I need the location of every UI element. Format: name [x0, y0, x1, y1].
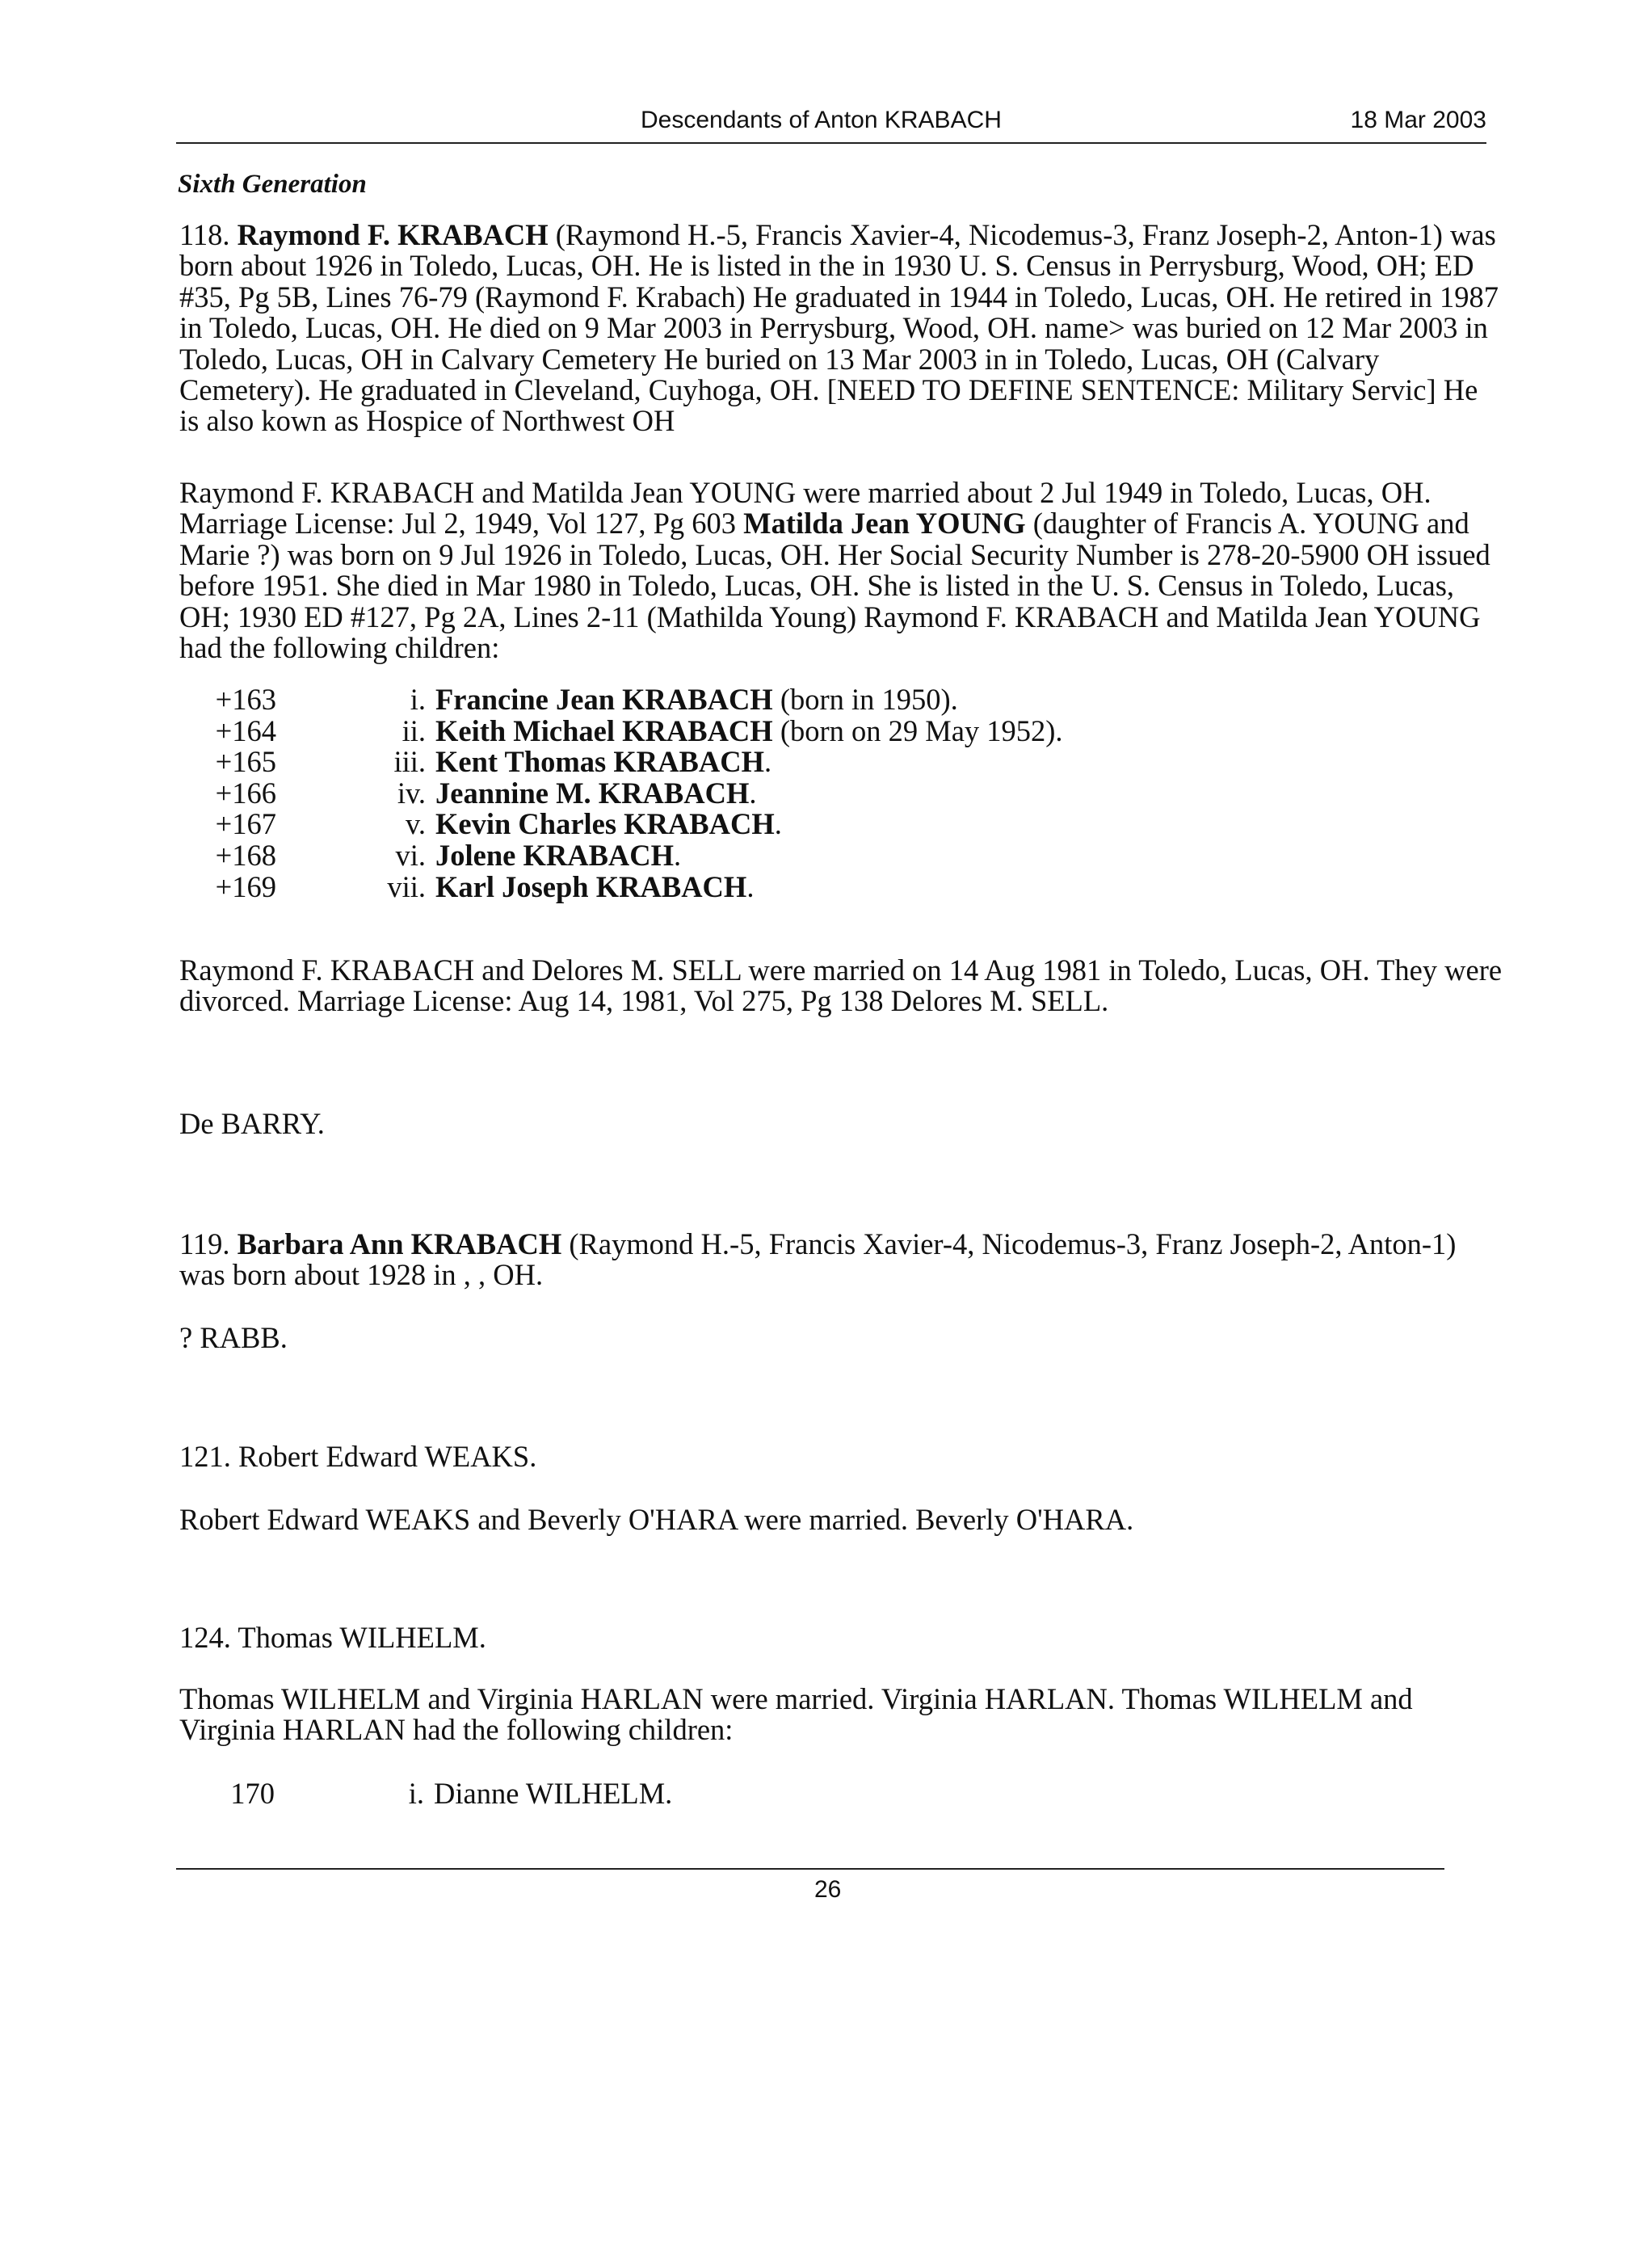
child-name: Karl Joseph KRABACH [435, 869, 747, 903]
child-roman: v. [405, 807, 426, 841]
child-number: +164 [215, 713, 276, 747]
marriage-paragraph: Robert Edward WEAKS and Beverly O'HARA were married. Beverly O'HARA. [179, 1503, 1134, 1536]
entry-124: 124. Thomas WILHELM. [179, 1621, 486, 1654]
generation-heading: Sixth Generation [178, 170, 367, 199]
child-detail: (born in 1950). [772, 683, 958, 716]
footer-divider [176, 1868, 1444, 1870]
child-row [179, 778, 1063, 810]
marriage-paragraph-2: Raymond F. KRABACH and Delores M. SELL were married on 14 Aug 1981 in Toledo, Lucas, OH. They were divorced. Marriage License: Aug 14, 1981, Vol 275, Pg 138 Delores M. SELL. [179, 953, 1503, 1018]
report-date: 18 Mar 2003 [1350, 107, 1486, 133]
child-number: +169 [215, 869, 276, 903]
child-roman: vi. [395, 838, 426, 872]
child-detail: . [763, 745, 772, 779]
child-roman: iv. [397, 776, 426, 810]
child-row [179, 840, 1063, 872]
child-row [179, 684, 1063, 716]
marriage-paragraph [179, 478, 1504, 663]
child-roman: ii. [401, 713, 426, 747]
child-name: Jeannine M. KRABACH [435, 776, 750, 810]
child-entry [426, 747, 771, 778]
child-roman: i. [408, 1777, 424, 1810]
marriage-paragraph: Thomas WILHELM and Virginia HARLAN were married. Virginia HARLAN. Thomas WILHELM and Virginia HARLAN had the following children: [179, 1682, 1413, 1747]
child-roman: vii. [387, 869, 426, 903]
child-name: Kevin Charles KRABACH [435, 807, 775, 841]
children-list [179, 1778, 672, 1810]
person-name: Barbara Ann KRABACH [237, 1227, 562, 1260]
child-name: Dianne WILHELM. [434, 1777, 673, 1810]
child-detail: . [746, 869, 755, 903]
child-row [179, 713, 1063, 747]
child-entry [426, 778, 756, 810]
child-detail: . [774, 807, 782, 841]
person-name: Raymond F. KRABACH [237, 218, 549, 251]
child-entry [426, 684, 958, 716]
child-entry [426, 809, 782, 840]
entry-text: (Raymond H.-5, Francis Xavier-4, Nicodemus-3, Franz Joseph-2, Anton-1) was born about 1926 in Toledo, Lucas, OH. He is listed in the in 1930 U. S. Census in Perrysburg, Wood, OH; ED #35, Pg 5B, Lines 76-79 (Raymond F. Krabach) He graduated in 1944 in Toledo, Lucas, OH. He retired in 1987 in Toledo, Lucas, OH. He died on 9 Mar 2003 in Perrysburg, Wood, OH. name> was buried on 12 Mar 2003 in Toledo, Lucas, OH in Calvary Cemetery He buried on 13 Mar 2003 in in Toledo, Lucas, OH (Calvary Cemetery). He graduated in Cleveland, Cuyhoga, OH. [NEED TO DEFINE SENTENCE: Military Servic] He is also kown as Hospice of Northwest OH [179, 218, 1499, 438]
child-roman: i. [410, 683, 426, 716]
child-detail: . [749, 776, 757, 810]
child-number: 170 [230, 1777, 275, 1810]
child-name: Kent Thomas KRABACH [435, 745, 764, 779]
entry-number: 119. [179, 1227, 230, 1260]
child-name: Francine Jean KRABACH [435, 683, 773, 716]
marriage-text: Raymond F. KRABACH and Matilda Jean YOUNG were married about 2 Jul 1949 in Toledo, Lucas, OH. Marriage License: Jul 2, 1949, Vol 127, Pg 603 [179, 476, 1431, 541]
entry-number: 118. [179, 218, 230, 251]
child-number: +166 [215, 776, 276, 810]
entry-121: 121. Robert Edward WEAKS. [179, 1440, 537, 1473]
child-row [179, 1778, 672, 1810]
entry-119 [179, 1229, 1504, 1291]
child-number: +163 [215, 683, 276, 716]
children-list [179, 684, 1063, 903]
entry-118 [179, 220, 1504, 437]
child-row [179, 747, 1063, 778]
child-entry [426, 840, 681, 872]
spouse-details: (daughter of Francis A. YOUNG and Marie ?) was born on 9 Jul 1926 in Toledo, Lucas, OH. Her Social Security Number is 278-20-5900 OH issued before 1951. She died in Mar 1980 in Toledo, Lucas, OH. She is listed in the U. S. Census in Toledo, Lucas, OH; 1930 ED #127, Pg 2A, Lines 2-11 (Mathilda Young) Raymond F. KRABACH and Matilda Jean YOUNG had the following children: [179, 507, 1490, 665]
child-name: Keith Michael KRABACH [435, 713, 773, 747]
page-header [176, 103, 1486, 144]
spouse-line: ? RABB. [179, 1321, 288, 1354]
document-title: Descendants of Anton KRABACH [641, 107, 1002, 133]
child-number: +167 [215, 807, 276, 841]
entry-text: (Raymond H.-5, Francis Xavier-4, Nicodemus-3, Franz Joseph-2, Anton-1) was born about 1928 in , , OH. [179, 1227, 1457, 1292]
child-row [179, 869, 1063, 903]
child-row [179, 809, 1063, 840]
child-number: +168 [215, 838, 276, 872]
spouse-name: Matilda Jean YOUNG [743, 507, 1026, 541]
page-number: 26 [814, 1876, 842, 1903]
child-entry [426, 713, 1063, 747]
child-entry [426, 869, 755, 903]
child-name: Jolene KRABACH [435, 838, 675, 872]
child-roman: iii. [393, 745, 426, 779]
child-number: +165 [215, 745, 276, 779]
child-detail: (born on 29 May 1952). [772, 713, 1063, 747]
child-detail: . [674, 838, 682, 872]
spouse-line: De BARRY. [179, 1107, 325, 1140]
